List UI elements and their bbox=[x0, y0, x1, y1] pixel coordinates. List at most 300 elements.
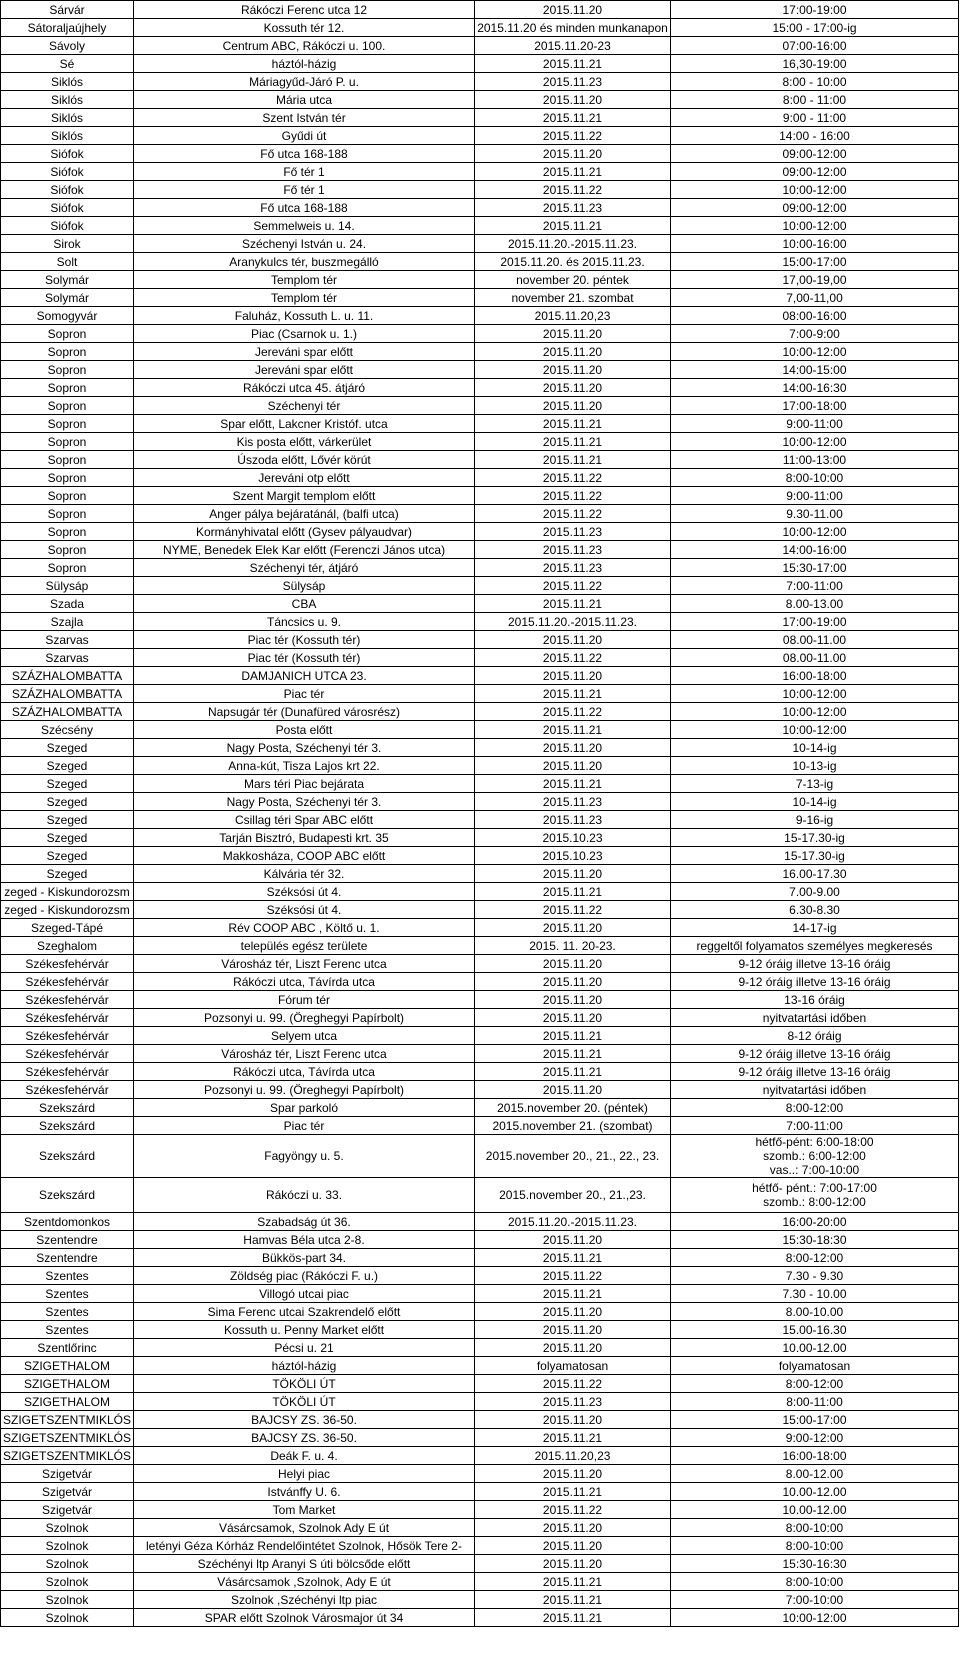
date-cell: 2015.11.20 bbox=[475, 1231, 671, 1249]
date-cell: 2015.11.20 bbox=[475, 1339, 671, 1357]
location-cell: Városház tér, Liszt Ferenc utca bbox=[134, 1045, 475, 1063]
table-row bbox=[1, 1519, 959, 1537]
table-row bbox=[1, 991, 959, 1009]
location-cell: Csillag téri Spar ABC előtt bbox=[134, 811, 475, 829]
time-cell: 8-12 óráig bbox=[671, 1027, 959, 1045]
city-cell: Székesfehérvár bbox=[1, 955, 134, 973]
city-cell: Sé bbox=[1, 55, 134, 73]
date-cell: 2015.11.21 bbox=[475, 1591, 671, 1609]
time-cell: 14:00-16:30 bbox=[671, 379, 959, 397]
city-cell: Sopron bbox=[1, 397, 134, 415]
table-row bbox=[1, 1135, 959, 1178]
table-row bbox=[1, 289, 959, 307]
time-cell: 10:00-16:00 bbox=[671, 235, 959, 253]
table-row bbox=[1, 451, 959, 469]
city-cell: SZIGETHALOM bbox=[1, 1357, 134, 1375]
table-row bbox=[1, 1573, 959, 1591]
date-cell: 2015.11.21 bbox=[475, 109, 671, 127]
table-row bbox=[1, 1537, 959, 1555]
location-cell: háztól-házig bbox=[134, 55, 475, 73]
city-cell: Siófok bbox=[1, 199, 134, 217]
city-cell: SZIGETHALOM bbox=[1, 1375, 134, 1393]
city-cell: Sopron bbox=[1, 523, 134, 541]
city-cell: Szentes bbox=[1, 1285, 134, 1303]
location-cell: Sima Ferenc utcai Szakrendelő előtt bbox=[134, 1303, 475, 1321]
city-cell: Szentes bbox=[1, 1303, 134, 1321]
time-cell: 15:30-16:30 bbox=[671, 1555, 959, 1573]
table-row bbox=[1, 1267, 959, 1285]
time-cell: 10.00-12.00 bbox=[671, 1339, 959, 1357]
time-cell: 7:00-10:00 bbox=[671, 1591, 959, 1609]
city-cell: Szolnok bbox=[1, 1609, 134, 1627]
location-cell: Fagyöngy u. 5. bbox=[134, 1135, 475, 1178]
city-cell: Szarvas bbox=[1, 631, 134, 649]
time-cell: 9:00-12:00 bbox=[671, 1429, 959, 1447]
table-row bbox=[1, 127, 959, 145]
table-row bbox=[1, 523, 959, 541]
table-row bbox=[1, 91, 959, 109]
date-cell: 2015.11.21 bbox=[475, 217, 671, 235]
location-cell: Anger pálya bejáratánál, (balfi utca) bbox=[134, 505, 475, 523]
table-row bbox=[1, 955, 959, 973]
table-row bbox=[1, 1249, 959, 1267]
time-cell: 09:00-12:00 bbox=[671, 145, 959, 163]
city-cell: Szolnok bbox=[1, 1591, 134, 1609]
date-cell: 2015.11.20 bbox=[475, 1009, 671, 1027]
time-cell: 7,00-11,00 bbox=[671, 289, 959, 307]
city-cell: Szeged bbox=[1, 811, 134, 829]
location-cell: BAJCSY ZS. 36-50. bbox=[134, 1411, 475, 1429]
time-cell: nyitvatartási időben bbox=[671, 1081, 959, 1099]
location-cell: TÖKÖLI ÚT bbox=[134, 1375, 475, 1393]
time-cell: 15.00-16.30 bbox=[671, 1321, 959, 1339]
city-cell: zeged - Kiskundorozsm bbox=[1, 883, 134, 901]
city-cell: Szolnok bbox=[1, 1537, 134, 1555]
time-cell: 9-16-ig bbox=[671, 811, 959, 829]
location-cell: Mars téri Piac bejárata bbox=[134, 775, 475, 793]
location-cell: Faluház, Kossuth L. u. 11. bbox=[134, 307, 475, 325]
location-cell: Fő tér 1 bbox=[134, 163, 475, 181]
time-cell: 16,30-19:00 bbox=[671, 55, 959, 73]
date-cell: 2015.11.20.-2015.11.23. bbox=[475, 613, 671, 631]
location-cell: Templom tér bbox=[134, 289, 475, 307]
date-cell: 2015.11.22 bbox=[475, 487, 671, 505]
city-cell: Székesfehérvár bbox=[1, 1045, 134, 1063]
time-cell: 7-13-ig bbox=[671, 775, 959, 793]
date-cell: 2015.11.21 bbox=[475, 1483, 671, 1501]
table-row bbox=[1, 109, 959, 127]
location-cell: Városház tér, Liszt Ferenc utca bbox=[134, 955, 475, 973]
time-cell: nyitvatartási időben bbox=[671, 1009, 959, 1027]
date-cell: 2015.11.20 bbox=[475, 325, 671, 343]
date-cell: november 21. szombat bbox=[475, 289, 671, 307]
time-cell: 8:00-10:00 bbox=[671, 1573, 959, 1591]
city-cell: SZÁZHALOMBATTA bbox=[1, 667, 134, 685]
location-cell: Pozsonyi u. 99. (Öreghegyi Papírbolt) bbox=[134, 1009, 475, 1027]
table-row bbox=[1, 757, 959, 775]
location-cell: Szolnok ,Széchényi ltp piac bbox=[134, 1591, 475, 1609]
table-row bbox=[1, 73, 959, 91]
date-cell: 2015.11.20 bbox=[475, 991, 671, 1009]
time-cell: 10:00-12:00 bbox=[671, 343, 959, 361]
date-cell: 2015.11.21 bbox=[475, 685, 671, 703]
city-cell: Siófok bbox=[1, 163, 134, 181]
date-cell: 2015.11.21 bbox=[475, 1573, 671, 1591]
time-cell: 9-12 óráig illetve 13-16 óráig bbox=[671, 1045, 959, 1063]
table-row bbox=[1, 1393, 959, 1411]
time-cell: 17,00-19,00 bbox=[671, 271, 959, 289]
location-cell: Makkosháza, COOP ABC előtt bbox=[134, 847, 475, 865]
table-row bbox=[1, 1063, 959, 1081]
location-cell: Táncsics u. 9. bbox=[134, 613, 475, 631]
date-cell: 2015.11.20 bbox=[475, 1081, 671, 1099]
table-row bbox=[1, 613, 959, 631]
city-cell: Szekszárd bbox=[1, 1178, 134, 1213]
table-row bbox=[1, 883, 959, 901]
location-cell: Spar parkoló bbox=[134, 1099, 475, 1117]
location-cell: Bükkös-part 34. bbox=[134, 1249, 475, 1267]
time-cell: 9:00-11:00 bbox=[671, 487, 959, 505]
date-cell: 2015.11.20-23 bbox=[475, 37, 671, 55]
location-cell: Zöldség piac (Rákóczi F. u.) bbox=[134, 1267, 475, 1285]
time-cell: 6.30-8.30 bbox=[671, 901, 959, 919]
location-cell: Nagy Posta, Széchenyi tér 3. bbox=[134, 793, 475, 811]
location-cell: Kis posta előtt, várkerület bbox=[134, 433, 475, 451]
table-row bbox=[1, 1099, 959, 1117]
table-row bbox=[1, 379, 959, 397]
time-cell: 10:00-12:00 bbox=[671, 721, 959, 739]
time-cell: 8.00-12.00 bbox=[671, 1465, 959, 1483]
table-row bbox=[1, 1321, 959, 1339]
table-row bbox=[1, 1045, 959, 1063]
location-cell: Máriagyűd-Járó P. u. bbox=[134, 73, 475, 91]
time-cell: 9-12 óráig illetve 13-16 óráig bbox=[671, 973, 959, 991]
city-cell: Sopron bbox=[1, 487, 134, 505]
date-cell: 2015.11.20,23 bbox=[475, 307, 671, 325]
date-cell: 2015.11.20 bbox=[475, 919, 671, 937]
time-cell: 9-12 óráig illetve 13-16 óráig bbox=[671, 955, 959, 973]
city-cell: Sopron bbox=[1, 451, 134, 469]
location-cell: Jereváni otp előtt bbox=[134, 469, 475, 487]
location-cell: Kossuth tér 12. bbox=[134, 19, 475, 37]
date-cell: 2015.11.21 bbox=[475, 433, 671, 451]
table-row bbox=[1, 1213, 959, 1231]
table-row bbox=[1, 901, 959, 919]
date-cell: 2015.11.21 bbox=[475, 595, 671, 613]
table-row bbox=[1, 865, 959, 883]
location-cell: Szent István tér bbox=[134, 109, 475, 127]
time-cell: 9.30-11.00 bbox=[671, 505, 959, 523]
date-cell: 2015.11.20 bbox=[475, 145, 671, 163]
location-cell: Villogó utcai piac bbox=[134, 1285, 475, 1303]
date-cell: 2015.november 21. (szombat) bbox=[475, 1117, 671, 1135]
date-cell: 2015.10.23 bbox=[475, 847, 671, 865]
date-cell: 2015.11.23 bbox=[475, 559, 671, 577]
table-row bbox=[1, 199, 959, 217]
city-cell: Szada bbox=[1, 595, 134, 613]
time-cell: 10:00-12:00 bbox=[671, 433, 959, 451]
time-cell: 09:00-12:00 bbox=[671, 163, 959, 181]
location-cell: Piac tér (Kossuth tér) bbox=[134, 649, 475, 667]
city-cell: Szécsény bbox=[1, 721, 134, 739]
location-cell: Tom Market bbox=[134, 1501, 475, 1519]
time-cell: 07:00-16:00 bbox=[671, 37, 959, 55]
location-cell: Templom tér bbox=[134, 271, 475, 289]
table-row bbox=[1, 19, 959, 37]
location-cell: Semmelweis u. 14. bbox=[134, 217, 475, 235]
time-cell: 9-12 óráig illetve 13-16 óráig bbox=[671, 1063, 959, 1081]
time-cell: 10:00-12:00 bbox=[671, 703, 959, 721]
date-cell: 2015.11.20 bbox=[475, 667, 671, 685]
time-cell: 08.00-11.00 bbox=[671, 649, 959, 667]
city-cell: Sülysáp bbox=[1, 577, 134, 595]
time-cell: hétfő- pént.: 7:00-17:00 szomb.: 8:00-12:00 bbox=[671, 1178, 959, 1213]
location-cell: Aranykulcs tér, buszmegálló bbox=[134, 253, 475, 271]
city-cell: Szolnok bbox=[1, 1555, 134, 1573]
location-cell: Rákóczi utca, Távírda utca bbox=[134, 1063, 475, 1081]
city-cell: SZÁZHALOMBATTA bbox=[1, 703, 134, 721]
city-cell: Szekszárd bbox=[1, 1099, 134, 1117]
city-cell: Solymár bbox=[1, 289, 134, 307]
city-cell: Szentes bbox=[1, 1321, 134, 1339]
date-cell: 2015.november 20. (péntek) bbox=[475, 1099, 671, 1117]
table-row bbox=[1, 685, 959, 703]
time-cell: 10:00-12:00 bbox=[671, 523, 959, 541]
date-cell: 2015.11.20 bbox=[475, 973, 671, 991]
location-cell: Rákóczi utca 45. átjáró bbox=[134, 379, 475, 397]
date-cell: 2015.11.22 bbox=[475, 703, 671, 721]
table-row bbox=[1, 793, 959, 811]
location-cell: Jereváni spar előtt bbox=[134, 361, 475, 379]
time-cell: 8.00-13.00 bbox=[671, 595, 959, 613]
time-cell: 7.30 - 10.00 bbox=[671, 1285, 959, 1303]
location-cell: Rákóczi utca, Távírda utca bbox=[134, 973, 475, 991]
time-cell: 8:00-10:00 bbox=[671, 469, 959, 487]
city-cell: Siófok bbox=[1, 217, 134, 235]
city-cell: Szigetvár bbox=[1, 1465, 134, 1483]
location-cell: Széchényi ltp Aranyi S úti bölcsőde előtt bbox=[134, 1555, 475, 1573]
time-cell: 16.00-17.30 bbox=[671, 865, 959, 883]
table-row bbox=[1, 919, 959, 937]
location-cell: Úszoda előtt, Lővér körút bbox=[134, 451, 475, 469]
date-cell: 2015.11.21 bbox=[475, 883, 671, 901]
date-cell: 2015.11.20 bbox=[475, 1555, 671, 1573]
time-cell: 14:00 - 16:00 bbox=[671, 127, 959, 145]
time-cell: 10:00-12:00 bbox=[671, 181, 959, 199]
city-cell: SZIGETSZENTMIKLÓS bbox=[1, 1411, 134, 1429]
date-cell: 2015.11.20 bbox=[475, 397, 671, 415]
table-row bbox=[1, 1609, 959, 1627]
city-cell: SZÁZHALOMBATTA bbox=[1, 685, 134, 703]
time-cell: 10.00-12.00 bbox=[671, 1501, 959, 1519]
table-body bbox=[1, 1, 959, 1627]
time-cell: 15:30-17:00 bbox=[671, 559, 959, 577]
city-cell: Sopron bbox=[1, 325, 134, 343]
table-row bbox=[1, 253, 959, 271]
city-cell: Szeged-Tápé bbox=[1, 919, 134, 937]
table-row bbox=[1, 1591, 959, 1609]
date-cell: 2015.11.20 bbox=[475, 91, 671, 109]
location-cell: TÖKÖLI ÚT bbox=[134, 1393, 475, 1411]
time-cell: 10:00-12:00 bbox=[671, 217, 959, 235]
table-row bbox=[1, 325, 959, 343]
location-cell: Kormányhivatal előtt (Gysev pályaudvar) bbox=[134, 523, 475, 541]
city-cell: SZIGETSZENTMIKLÓS bbox=[1, 1429, 134, 1447]
city-cell: Szarvas bbox=[1, 649, 134, 667]
location-cell: Vásárcsamok, Szolnok Ady E út bbox=[134, 1519, 475, 1537]
location-cell: település egész területe bbox=[134, 937, 475, 955]
date-cell: 2015.11.20 bbox=[475, 1, 671, 19]
location-cell: Helyi piac bbox=[134, 1465, 475, 1483]
date-cell: 2015.11.21 bbox=[475, 451, 671, 469]
location-cell: Piac tér bbox=[134, 1117, 475, 1135]
table-row bbox=[1, 1357, 959, 1375]
table-row bbox=[1, 1555, 959, 1573]
date-cell: 2015.10.23 bbox=[475, 829, 671, 847]
time-cell: 10-14-ig bbox=[671, 739, 959, 757]
city-cell: Szolnok bbox=[1, 1573, 134, 1591]
time-cell: 10-14-ig bbox=[671, 793, 959, 811]
date-cell: november 20. péntek bbox=[475, 271, 671, 289]
date-cell: 2015.11.22 bbox=[475, 505, 671, 523]
location-cell: Spar előtt, Lakcner Kristóf. utca bbox=[134, 415, 475, 433]
location-cell: Rákóczi u. 33. bbox=[134, 1178, 475, 1213]
table-row bbox=[1, 775, 959, 793]
table-row bbox=[1, 1339, 959, 1357]
date-cell: 2015.11.21 bbox=[475, 1249, 671, 1267]
location-cell: Istvánffy U. 6. bbox=[134, 1483, 475, 1501]
location-cell: Anna-kút, Tisza Lajos krt 22. bbox=[134, 757, 475, 775]
time-cell: 9:00 - 11:00 bbox=[671, 109, 959, 127]
city-cell: Sirok bbox=[1, 235, 134, 253]
table-row bbox=[1, 469, 959, 487]
date-cell: 2015.11.23 bbox=[475, 73, 671, 91]
time-cell: 15:30-18:30 bbox=[671, 1231, 959, 1249]
date-cell: 2015.11.20 és minden munkanapon bbox=[475, 19, 671, 37]
time-cell: 7:00-9:00 bbox=[671, 325, 959, 343]
time-cell: 7:00-11:00 bbox=[671, 577, 959, 595]
location-cell: Vásárcsamok ,Szolnok, Ady E út bbox=[134, 1573, 475, 1591]
table-row bbox=[1, 577, 959, 595]
date-cell: 2015.11.22 bbox=[475, 901, 671, 919]
date-cell: 2015.11.23 bbox=[475, 523, 671, 541]
city-cell: Sárvár bbox=[1, 1, 134, 19]
table-row bbox=[1, 307, 959, 325]
time-cell: 7.30 - 9.30 bbox=[671, 1267, 959, 1285]
location-cell: Fórum tér bbox=[134, 991, 475, 1009]
table-row bbox=[1, 1465, 959, 1483]
table-row bbox=[1, 1411, 959, 1429]
city-cell: Szeged bbox=[1, 865, 134, 883]
date-cell: 2015.11.20 bbox=[475, 631, 671, 649]
time-cell: 10.00-12.00 bbox=[671, 1483, 959, 1501]
city-cell: Szeged bbox=[1, 739, 134, 757]
date-cell: 2015.11.21 bbox=[475, 55, 671, 73]
location-cell: Fő utca 168-188 bbox=[134, 199, 475, 217]
table-row bbox=[1, 415, 959, 433]
table-row bbox=[1, 505, 959, 523]
date-cell: 2015.11.23 bbox=[475, 1393, 671, 1411]
time-cell: 16:00-18:00 bbox=[671, 667, 959, 685]
date-cell: 2015.11.22 bbox=[475, 181, 671, 199]
city-cell: SZIGETSZENTMIKLÓS bbox=[1, 1447, 134, 1465]
table-row bbox=[1, 1483, 959, 1501]
location-cell: CBA bbox=[134, 595, 475, 613]
city-cell: Siklós bbox=[1, 73, 134, 91]
city-cell: Székesfehérvár bbox=[1, 1063, 134, 1081]
location-cell: Rákóczi Ferenc utca 12 bbox=[134, 1, 475, 19]
location-cell: Piac tér bbox=[134, 685, 475, 703]
date-cell: 2015.11.21 bbox=[475, 1027, 671, 1045]
location-cell: Posta előtt bbox=[134, 721, 475, 739]
location-cell: Fő tér 1 bbox=[134, 181, 475, 199]
table-row bbox=[1, 667, 959, 685]
city-cell: Sopron bbox=[1, 469, 134, 487]
time-cell: 16:00-20:00 bbox=[671, 1213, 959, 1231]
date-cell: 2015.11.23 bbox=[475, 811, 671, 829]
date-cell: 2015.11.20. és 2015.11.23. bbox=[475, 253, 671, 271]
table-row bbox=[1, 703, 959, 721]
time-cell: 7.00-9.00 bbox=[671, 883, 959, 901]
location-cell: Kossuth u. Penny Market előtt bbox=[134, 1321, 475, 1339]
table-row bbox=[1, 1501, 959, 1519]
location-cell: Gyűdi út bbox=[134, 127, 475, 145]
date-cell: 2015.11.20 bbox=[475, 361, 671, 379]
location-cell: Nagy Posta, Széchenyi tér 3. bbox=[134, 739, 475, 757]
location-cell: Selyem utca bbox=[134, 1027, 475, 1045]
table-row bbox=[1, 1447, 959, 1465]
table-row bbox=[1, 847, 959, 865]
date-cell: 2015.11.20 bbox=[475, 1537, 671, 1555]
table-row bbox=[1, 1081, 959, 1099]
time-cell: 10-13-ig bbox=[671, 757, 959, 775]
date-cell: 2015.11.21 bbox=[475, 1609, 671, 1627]
city-cell: Sopron bbox=[1, 559, 134, 577]
table-row bbox=[1, 361, 959, 379]
table-row bbox=[1, 271, 959, 289]
city-cell: Sopron bbox=[1, 433, 134, 451]
city-cell: Szentendre bbox=[1, 1249, 134, 1267]
time-cell: reggeltől folyamatos személyes megkeresés bbox=[671, 937, 959, 955]
city-cell: Siklós bbox=[1, 109, 134, 127]
table-row bbox=[1, 631, 959, 649]
city-cell: Siklós bbox=[1, 127, 134, 145]
date-cell: 2015.11.21 bbox=[475, 721, 671, 739]
table-row bbox=[1, 1027, 959, 1045]
location-cell: Széksósi út 4. bbox=[134, 901, 475, 919]
city-cell: Szentlőrinc bbox=[1, 1339, 134, 1357]
city-cell: Szentes bbox=[1, 1267, 134, 1285]
date-cell: 2015.11.20 bbox=[475, 757, 671, 775]
date-cell: 2015.11.21 bbox=[475, 163, 671, 181]
time-cell: 17:00-19:00 bbox=[671, 613, 959, 631]
location-cell: Tarján Bisztró, Budapesti krt. 35 bbox=[134, 829, 475, 847]
location-cell: Sülysáp bbox=[134, 577, 475, 595]
table-row bbox=[1, 235, 959, 253]
table-row bbox=[1, 721, 959, 739]
date-cell: 2015.11.20 bbox=[475, 1321, 671, 1339]
date-cell: 2015.11.23 bbox=[475, 793, 671, 811]
city-cell: Székesfehérvár bbox=[1, 1081, 134, 1099]
time-cell: 8:00 - 11:00 bbox=[671, 91, 959, 109]
table-row bbox=[1, 343, 959, 361]
date-cell: 2015. 11. 20-23. bbox=[475, 937, 671, 955]
city-cell: Sopron bbox=[1, 505, 134, 523]
city-cell: Sopron bbox=[1, 379, 134, 397]
location-cell: Piac tér (Kossuth tér) bbox=[134, 631, 475, 649]
location-cell: Pécsi u. 21 bbox=[134, 1339, 475, 1357]
time-cell: 15:00-17:00 bbox=[671, 1411, 959, 1429]
